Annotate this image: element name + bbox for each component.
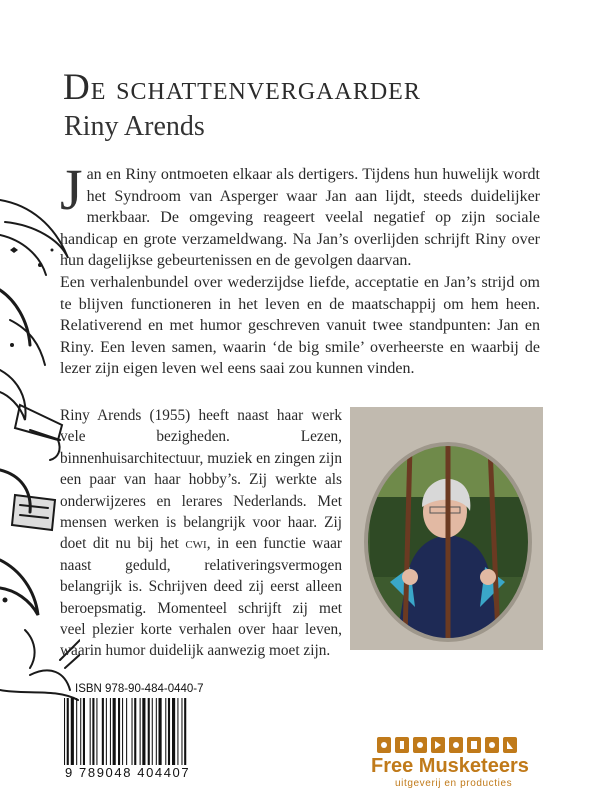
barcode-bar <box>80 698 81 768</box>
barcode-bar <box>132 698 133 768</box>
barcode-bar <box>172 698 175 768</box>
barcode-bar <box>102 698 104 768</box>
barcode-bar <box>76 698 77 768</box>
barcode-bar <box>83 698 85 768</box>
barcode-bar <box>134 698 136 768</box>
barcode-bar <box>118 698 120 768</box>
barcode-bar <box>181 698 182 768</box>
publisher-tagline: uitgeverij en producties <box>395 778 513 789</box>
barcode-bar <box>140 698 141 768</box>
title-rest: schattenvergaarder <box>116 70 421 107</box>
barcode-bar <box>177 698 178 768</box>
barcode-bar <box>159 698 162 768</box>
drop-cap: J <box>60 157 83 222</box>
barcode-bar <box>110 698 111 768</box>
barcode-bar <box>165 698 166 768</box>
blurb-paragraph-1-text: an en Riny ontmoeten elkaar als dertigers. Tijdens hun huwelijk wordt het Syndroom van Asperger waar Jan aan lijdt, steeds duidelijker merkbaar. De omgeving reageert veelal negatief op zijn sociale handicap en grote verzameldwang. Na Jan’s overlijden schrijft Riny over hun dagelijkse gebeurtenissen en de gevolgen daarvan. <box>60 166 540 270</box>
barcode-bar <box>156 698 157 768</box>
book-title <box>63 68 421 109</box>
barcode-bar <box>71 698 74 768</box>
author-bio <box>60 405 342 662</box>
barcode-bar <box>126 698 127 768</box>
barcode-bar <box>122 698 123 768</box>
barcode-bar <box>67 698 69 768</box>
blurb-paragraph-2: Een verhalenbundel over wederzijdse liefde, acceptatie en Jan’s strijd om te blijven functioneren in het leven en de maatschappij om hem heen. Relativerend en met humor geschreven vanuit twee standpunten: Jan en Riny. Een leven samen, waarin ‘de big smile’ overheerste en waarbij de lezer zijn eigen leven wel eens saai zou kunnen vinden. <box>60 273 540 378</box>
bio-part-1: Riny Arends (1955) heeft naast haar werk vele bezigheden. Lezen, binnenhuisarchitectuur, muziek en zingen zijn een paar van haar hobby’s. Zij werkte als onderwijzeres en lerares Nederlands. Met mensen werken is belangrijk voor haar. Zij doet dit nu bij het <box>60 407 342 553</box>
barcode-bar <box>92 698 94 768</box>
isbn-label: ISBN 978-90-484-0440-7 <box>75 683 204 695</box>
barcode-bar <box>184 698 186 768</box>
barcode-bar <box>90 698 91 768</box>
barcode-bar <box>113 698 116 768</box>
blurb <box>60 157 540 380</box>
barcode-bar <box>96 698 97 768</box>
author-photo <box>350 407 543 650</box>
title-initial: D <box>63 67 91 108</box>
blurb-paragraph-1 <box>60 157 540 272</box>
title-e: e <box>90 70 107 107</box>
barcode-bar <box>168 698 170 768</box>
barcode-bar <box>142 698 145 768</box>
author-name: Riny Arends <box>64 111 205 142</box>
barcode-bar <box>106 698 107 768</box>
bio-cwi: cwi <box>185 535 207 553</box>
barcode-bar <box>64 698 65 768</box>
bio-part-2: , in een functie waar naast geduld, relativeringsvermogen belangrijk is. Schrijven deed zij eerst alleen beroepsmatig. Momenteel schrijft zij met veel plezier korte verhalen over haar leven, waarin humor duidelijk aanwezig moet zijn. <box>60 535 342 660</box>
barcode-bar <box>152 698 153 768</box>
publisher-name: Free Musketeers <box>371 755 529 777</box>
barcode-digits: 9 789048 404407 <box>63 765 229 780</box>
barcode-bar <box>148 698 150 768</box>
